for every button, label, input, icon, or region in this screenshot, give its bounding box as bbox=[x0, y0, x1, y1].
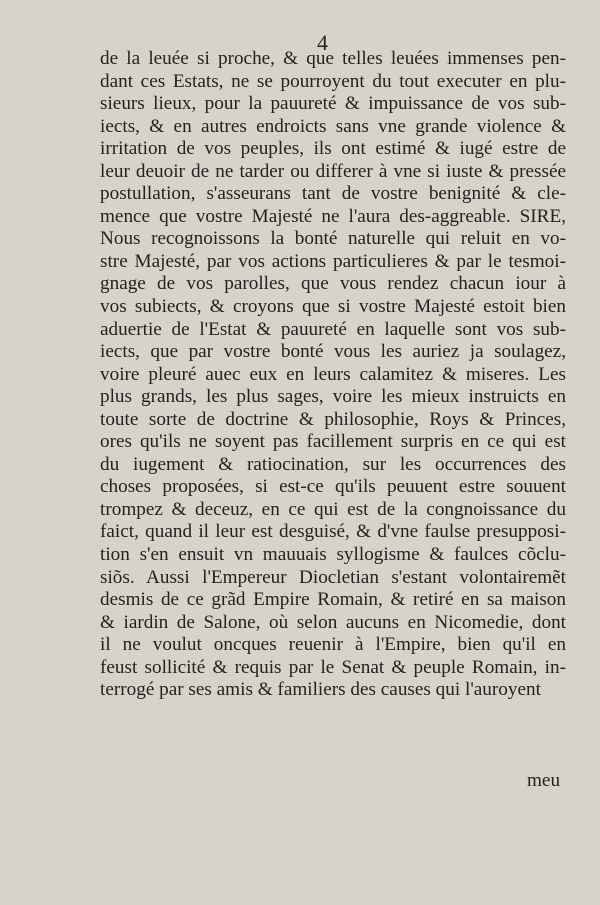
catchword: meu bbox=[527, 770, 561, 791]
text-line: de la leuée si proche, & que telles leuées immenses pen- bbox=[100, 48, 566, 69]
text-line: il ne voulut oncques reuenir à l'Empire, bien qu'il en bbox=[100, 634, 566, 656]
body-text bbox=[100, 48, 566, 702]
text-line: ores qu'ils ne soyent pas facillement surpris en ce qui est bbox=[100, 431, 566, 453]
text-line: iects, & en autres endroicts sans vne grande violence & bbox=[100, 115, 566, 137]
text-line: plus grands, les plus sages, voire les mieux instruicts en bbox=[100, 386, 566, 408]
text-line: siõs. Aussi l'Empereur Diocletian s'estant volontairemẽt bbox=[100, 566, 566, 588]
text-line: irritation de vos peuples, ils ont estimé & iugé estre de bbox=[100, 138, 566, 160]
text-line: stre Majesté, par vos actions particulieres & par le tesmoi- bbox=[100, 250, 566, 272]
text-line: desmis de ce grãd Empire Romain, & retiré en sa maison bbox=[100, 589, 566, 611]
text-line: faict, quand il leur est desguisé, & d'vne faulse presupposi- bbox=[100, 521, 566, 543]
text-line: voire pleuré auec eux en leurs calamitez & miseres. Les bbox=[100, 363, 566, 385]
text-line: trompez & deceuz, en ce qui est de la congnoissance du bbox=[100, 498, 566, 520]
text-line: aduertie de l'Estat & pauureté en laquelle sont vos sub- bbox=[100, 318, 566, 340]
text-line: postullation, s'asseurans tant de vostre benignité & cle- bbox=[100, 183, 566, 205]
text-line: toute sorte de doctrine & philosophie, Roys & Princes, bbox=[100, 408, 566, 430]
text-line: gnage de vos parolles, que vous rendez chacun iour à bbox=[100, 273, 566, 295]
text-line: choses proposées, si est-ce qu'ils peuuent estre souuent bbox=[100, 476, 566, 498]
text-line: iects, que par vostre bonté vous les auriez ja soulagez, bbox=[100, 341, 566, 363]
text-line: & iardin de Salone, où selon aucuns en Nicomedie, dont bbox=[100, 611, 566, 633]
text-line: tion s'en ensuit vn mauuais syllogisme & faulces cõclu- bbox=[100, 544, 566, 566]
text-line: leur deuoir de ne tarder ou differer à vne si iuste & pressée bbox=[100, 160, 566, 182]
text-line: vos subiects, & croyons que si vostre Majesté estoit bien bbox=[100, 296, 566, 318]
text-line: dant ces Estats, ne se pourroyent du tout executer en plu- bbox=[100, 70, 566, 92]
text-line: terrogé par ses amis & familiers des causes qui l'auroyent bbox=[100, 679, 541, 701]
text-line: Nous recognoissons la bonté naturelle qui reluit en vo- bbox=[100, 228, 566, 250]
text-line: feust sollicité & requis par le Senat & peuple Romain, in- bbox=[100, 656, 566, 678]
text-line: sieurs lieux, pour la pauureté & impuissance de vos sub- bbox=[100, 93, 566, 115]
text-line: mence que vostre Majesté ne l'aura des-aggreable. SIRE, bbox=[100, 205, 566, 227]
page-number: 4 bbox=[317, 30, 328, 55]
text-line: du iugement & ratiocination, sur les occurrences des bbox=[100, 453, 566, 475]
